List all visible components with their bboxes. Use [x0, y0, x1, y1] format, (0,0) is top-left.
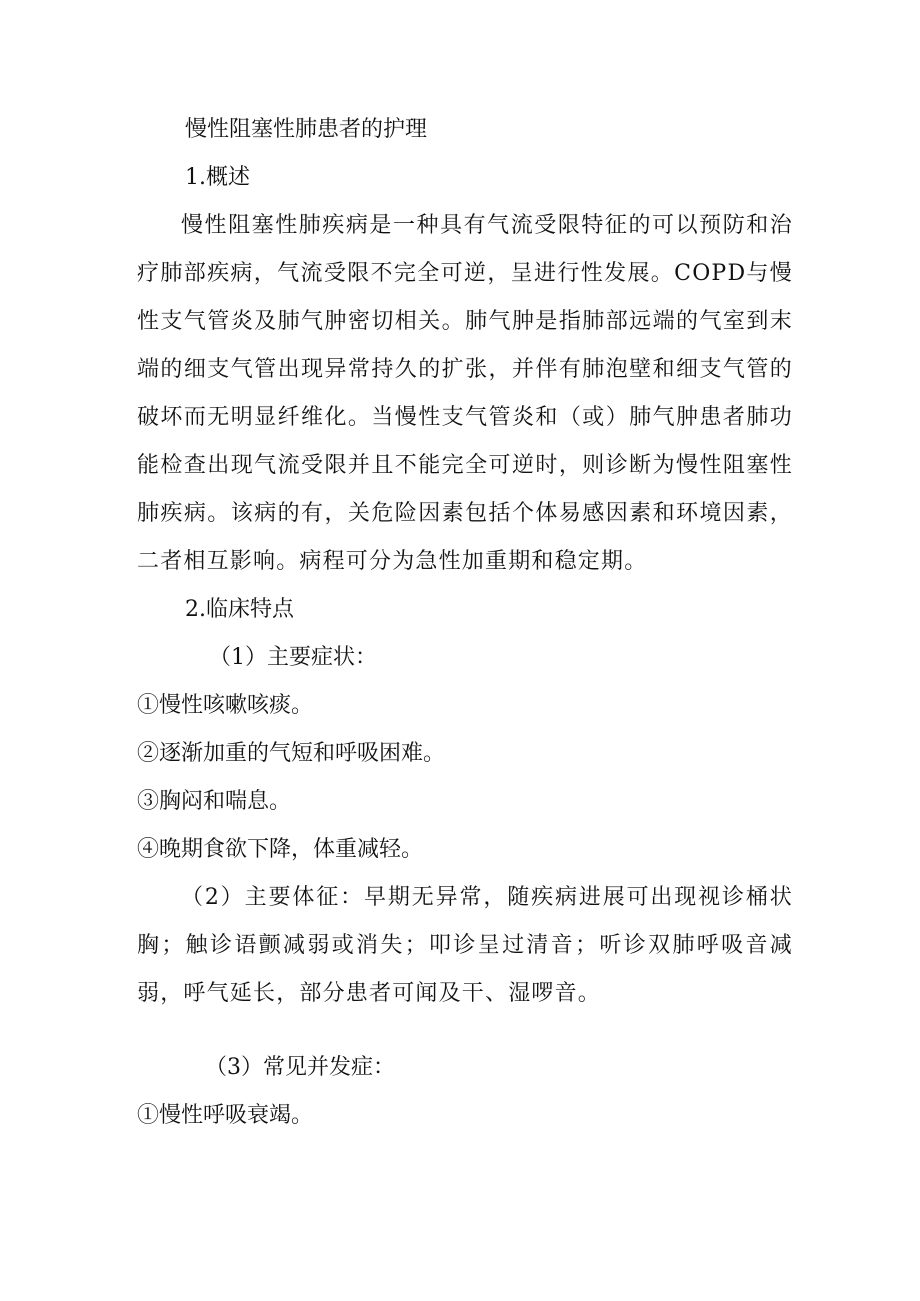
symptom-item-2: ②逐渐加重的气短和呼吸困难。 — [137, 741, 446, 766]
symptom-item-1: ①慢性咳嗽咳痰。 — [137, 693, 314, 718]
symptom-item-4: ④晚期食欲下降，体重减轻。 — [137, 837, 424, 862]
section-1-paragraph: 慢性阻塞性肺疾病是一种具有气流受限特征的可以预防和治疗肺部疾病，气流受限不完全可逆，呈进行性发展。COPD与慢性支气管炎及肺气肿密切相关。肺气肿是指肺部远端的气室到末端的细支气管出现异常持久的扩张，并伴有肺泡壁和细支气管的破坏而无明显纤维化。当慢性支气管炎和（或）肺气肿患者肺功能检查出现气流受限并且不能完全可逆时，则诊断为慢性阻塞性肺疾病。该病的有，关危险因素包括个体易感因素和环境因素，二者相互影响。病程可分为急性加重期和稳定期。 — [137, 213, 793, 574]
section-2-heading: 2.临床特点 — [185, 597, 294, 622]
complications-heading: （3）常见并发症： — [205, 1055, 395, 1080]
complication-item-1: ①慢性呼吸衰竭。 — [137, 1103, 314, 1128]
symptom-item-3: ③胸闷和喘息。 — [137, 789, 292, 814]
section-1-heading: 1.概述 — [185, 165, 250, 190]
signs-paragraph: （2）主要体征：早期无异常，随疾病进展可出现视诊桶状胸；触诊语颤减弱或消失；叩诊呈过清音；听诊双肺呼吸音减弱，呼气延长，部分患者可闻及干、湿啰音。 — [137, 885, 793, 1006]
symptoms-heading: （1）主要症状： — [209, 645, 377, 670]
document-title: 慢性阻塞性肺患者的护理 — [185, 117, 428, 142]
document-page — [137, 106, 793, 1140]
